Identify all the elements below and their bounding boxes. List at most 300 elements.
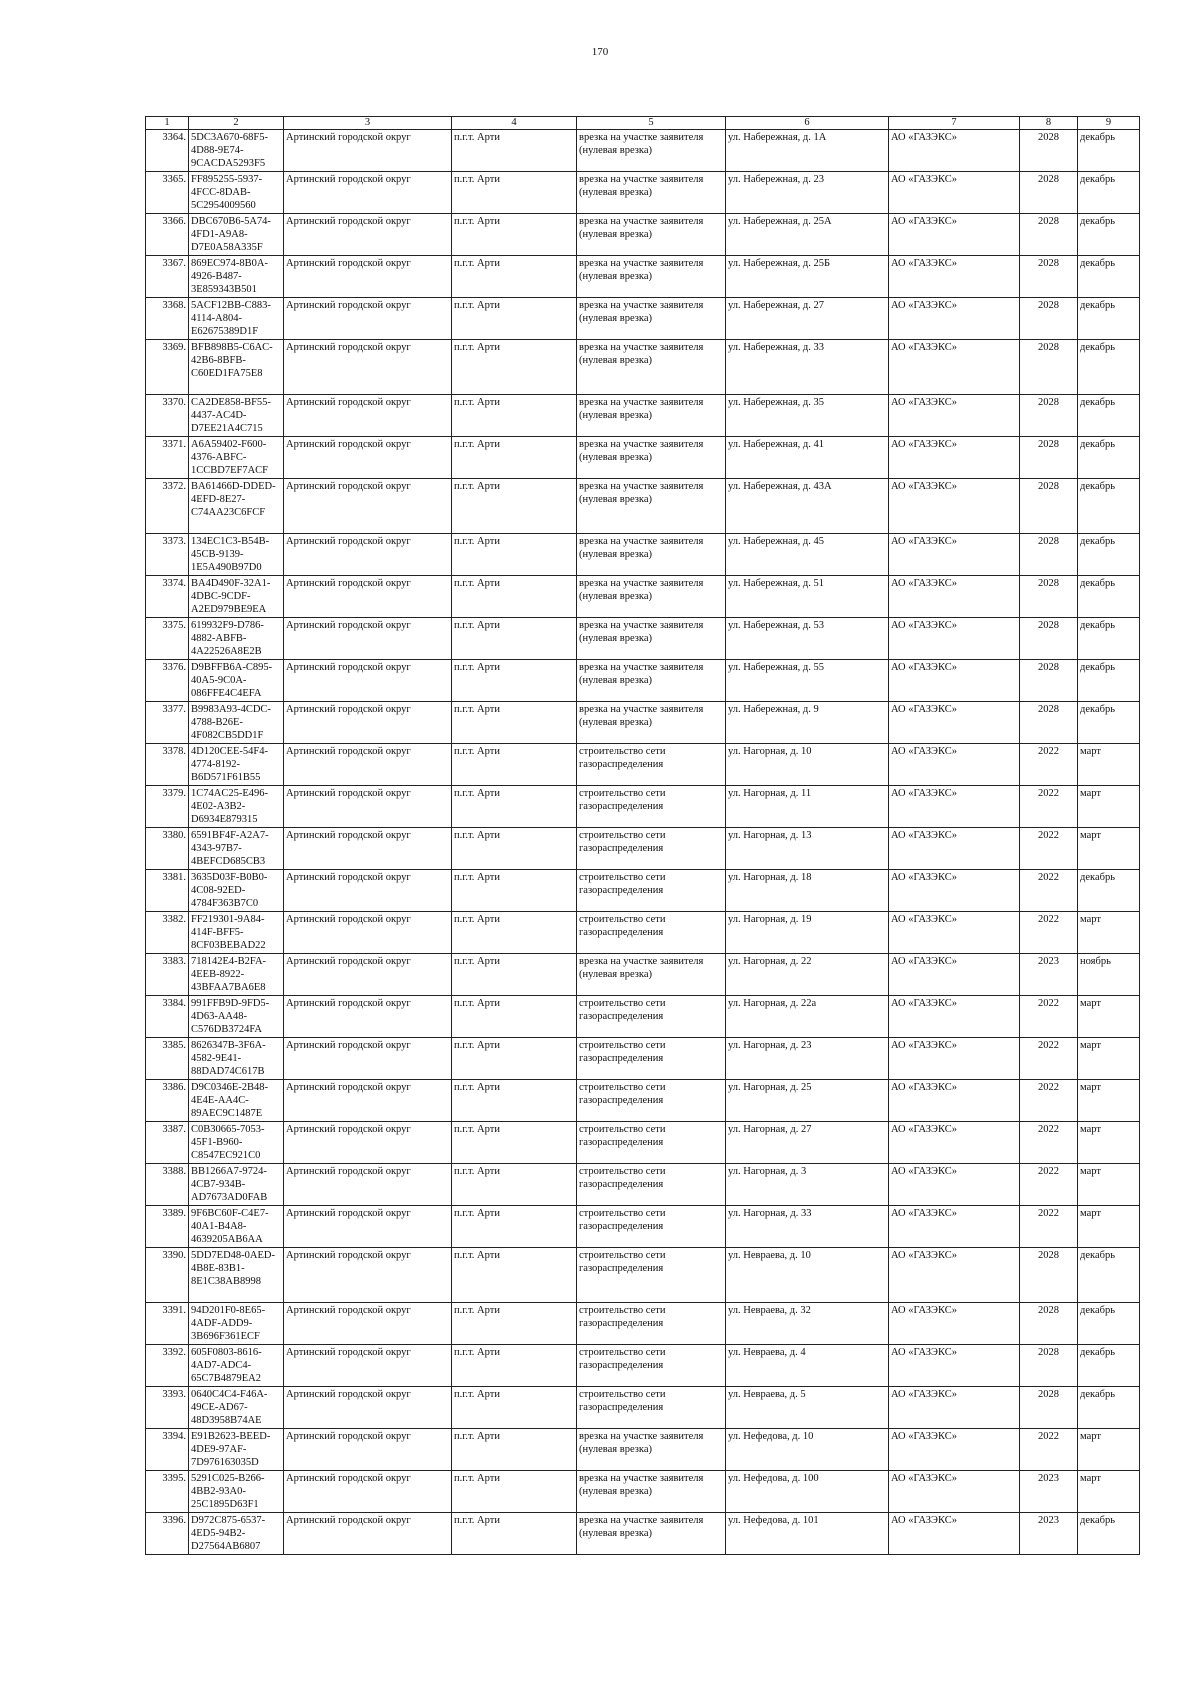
- cell-month: декабрь: [1078, 1345, 1140, 1387]
- cell-month: ноябрь: [1078, 954, 1140, 996]
- cell-municipality: Артинский городской округ: [284, 954, 452, 996]
- cell-object-id: BA61466D-DDED-4EFD-8E27-C74AA23C6FCF: [189, 479, 284, 534]
- cell-object-id: 605F0803-8616-4AD7-ADC4-65C7B4879EA2: [189, 1345, 284, 1387]
- cell-object-id: B9983A93-4CDC-4788-B26E-4F082CB5DD1F: [189, 702, 284, 744]
- cell-address: ул. Нагорная, д. 18: [726, 870, 889, 912]
- column-header: 3: [284, 117, 452, 130]
- cell-work-type: врезка на участке заявителя (нулевая врезка): [577, 395, 726, 437]
- cell-month: март: [1078, 744, 1140, 786]
- cell-work-type: врезка на участке заявителя (нулевая врезка): [577, 1513, 726, 1555]
- cell-object-id: 718142E4-B2FA-4EEB-8922-43BFAA7BA6E8: [189, 954, 284, 996]
- cell-organization: АО «ГАЗЭКС»: [889, 130, 1020, 172]
- cell-work-type: строительство сети газораспределения: [577, 1303, 726, 1345]
- cell-row-number: 3381.: [146, 870, 189, 912]
- table-row: [146, 954, 1140, 996]
- cell-work-type: врезка на участке заявителя (нулевая врезка): [577, 1429, 726, 1471]
- cell-year: 2028: [1020, 1387, 1078, 1429]
- cell-organization: АО «ГАЗЭКС»: [889, 1471, 1020, 1513]
- cell-object-id: CA2DE858-BF55-4437-AC4D-D7EE21A4C715: [189, 395, 284, 437]
- cell-row-number: 3371.: [146, 437, 189, 479]
- cell-settlement: п.г.т. Арти: [452, 1513, 577, 1555]
- cell-settlement: п.г.т. Арти: [452, 912, 577, 954]
- cell-organization: АО «ГАЗЭКС»: [889, 1429, 1020, 1471]
- table-row: [146, 214, 1140, 256]
- cell-row-number: 3394.: [146, 1429, 189, 1471]
- cell-object-id: 94D201F0-8E65-4ADF-ADD9-3B696F361ECF: [189, 1303, 284, 1345]
- cell-organization: АО «ГАЗЭКС»: [889, 870, 1020, 912]
- cell-settlement: п.г.т. Арти: [452, 256, 577, 298]
- cell-month: декабрь: [1078, 340, 1140, 395]
- cell-year: 2028: [1020, 1303, 1078, 1345]
- cell-object-id: E91B2623-BEED-4DE9-97AF-7D976163035D: [189, 1429, 284, 1471]
- cell-row-number: 3373.: [146, 534, 189, 576]
- cell-settlement: п.г.т. Арти: [452, 618, 577, 660]
- cell-settlement: п.г.т. Арти: [452, 1387, 577, 1429]
- cell-work-type: врезка на участке заявителя (нулевая врезка): [577, 534, 726, 576]
- cell-organization: АО «ГАЗЭКС»: [889, 1206, 1020, 1248]
- cell-municipality: Артинский городской округ: [284, 870, 452, 912]
- cell-work-type: строительство сети газораспределения: [577, 1080, 726, 1122]
- cell-organization: АО «ГАЗЭКС»: [889, 437, 1020, 479]
- cell-row-number: 3390.: [146, 1248, 189, 1303]
- cell-municipality: Артинский городской округ: [284, 1429, 452, 1471]
- table-row: [146, 912, 1140, 954]
- cell-year: 2022: [1020, 1080, 1078, 1122]
- cell-address: ул. Набережная, д. 25А: [726, 214, 889, 256]
- cell-year: 2028: [1020, 214, 1078, 256]
- cell-organization: АО «ГАЗЭКС»: [889, 1387, 1020, 1429]
- cell-organization: АО «ГАЗЭКС»: [889, 534, 1020, 576]
- cell-settlement: п.г.т. Арти: [452, 744, 577, 786]
- cell-work-type: врезка на участке заявителя (нулевая врезка): [577, 954, 726, 996]
- cell-municipality: Артинский городской округ: [284, 1303, 452, 1345]
- cell-settlement: п.г.т. Арти: [452, 576, 577, 618]
- cell-year: 2028: [1020, 1248, 1078, 1303]
- cell-settlement: п.г.т. Арти: [452, 1303, 577, 1345]
- cell-address: ул. Нагорная, д. 19: [726, 912, 889, 954]
- cell-municipality: Артинский городской округ: [284, 1248, 452, 1303]
- cell-municipality: Артинский городской округ: [284, 786, 452, 828]
- cell-work-type: строительство сети газораспределения: [577, 1122, 726, 1164]
- cell-object-id: C0B30665-7053-45F1-B960-C8547EC921C0: [189, 1122, 284, 1164]
- cell-address: ул. Нагорная, д. 11: [726, 786, 889, 828]
- cell-year: 2023: [1020, 1513, 1078, 1555]
- cell-organization: АО «ГАЗЭКС»: [889, 256, 1020, 298]
- cell-year: 2022: [1020, 996, 1078, 1038]
- cell-organization: АО «ГАЗЭКС»: [889, 1248, 1020, 1303]
- cell-organization: АО «ГАЗЭКС»: [889, 214, 1020, 256]
- cell-month: декабрь: [1078, 1248, 1140, 1303]
- cell-year: 2022: [1020, 1122, 1078, 1164]
- cell-settlement: п.г.т. Арти: [452, 340, 577, 395]
- cell-row-number: 3376.: [146, 660, 189, 702]
- cell-municipality: Артинский городской округ: [284, 1164, 452, 1206]
- cell-object-id: BFB898B5-C6AC-42B6-8BFB-C60ED1FA75E8: [189, 340, 284, 395]
- cell-address: ул. Набережная, д. 53: [726, 618, 889, 660]
- cell-organization: АО «ГАЗЭКС»: [889, 996, 1020, 1038]
- cell-municipality: Артинский городской округ: [284, 256, 452, 298]
- cell-row-number: 3375.: [146, 618, 189, 660]
- cell-municipality: Артинский городской округ: [284, 130, 452, 172]
- cell-year: 2022: [1020, 870, 1078, 912]
- cell-row-number: 3364.: [146, 130, 189, 172]
- cell-month: декабрь: [1078, 1387, 1140, 1429]
- cell-month: март: [1078, 1038, 1140, 1080]
- cell-object-id: 5291C025-B266-4BB2-93A0-25C1895D63F1: [189, 1471, 284, 1513]
- cell-year: 2028: [1020, 437, 1078, 479]
- cell-row-number: 3396.: [146, 1513, 189, 1555]
- table-row: [146, 1122, 1140, 1164]
- cell-municipality: Артинский городской округ: [284, 744, 452, 786]
- table-row: [146, 1345, 1140, 1387]
- cell-row-number: 3367.: [146, 256, 189, 298]
- cell-settlement: п.г.т. Арти: [452, 479, 577, 534]
- cell-object-id: 619932F9-D786-4882-ABFB-4A22526A8E2B: [189, 618, 284, 660]
- cell-settlement: п.г.т. Арти: [452, 437, 577, 479]
- cell-settlement: п.г.т. Арти: [452, 702, 577, 744]
- table-row: [146, 340, 1140, 395]
- cell-month: декабрь: [1078, 298, 1140, 340]
- cell-municipality: Артинский городской округ: [284, 395, 452, 437]
- cell-month: март: [1078, 1080, 1140, 1122]
- cell-row-number: 3395.: [146, 1471, 189, 1513]
- column-header: 8: [1020, 117, 1078, 130]
- cell-year: 2028: [1020, 395, 1078, 437]
- cell-object-id: FF219301-9A84-414F-BFF5-8CF03BEBAD22: [189, 912, 284, 954]
- cell-settlement: п.г.т. Арти: [452, 1122, 577, 1164]
- cell-municipality: Артинский городской округ: [284, 1122, 452, 1164]
- cell-work-type: строительство сети газораспределения: [577, 1164, 726, 1206]
- cell-month: март: [1078, 996, 1140, 1038]
- cell-month: декабрь: [1078, 618, 1140, 660]
- cell-organization: АО «ГАЗЭКС»: [889, 702, 1020, 744]
- cell-month: декабрь: [1078, 256, 1140, 298]
- cell-work-type: строительство сети газораспределения: [577, 996, 726, 1038]
- cell-row-number: 3368.: [146, 298, 189, 340]
- cell-row-number: 3389.: [146, 1206, 189, 1248]
- cell-work-type: врезка на участке заявителя (нулевая врезка): [577, 437, 726, 479]
- table-row: [146, 870, 1140, 912]
- cell-year: 2023: [1020, 1471, 1078, 1513]
- cell-settlement: п.г.т. Арти: [452, 828, 577, 870]
- table-row: [146, 1164, 1140, 1206]
- cell-work-type: строительство сети газораспределения: [577, 786, 726, 828]
- cell-work-type: строительство сети газораспределения: [577, 1387, 726, 1429]
- cell-object-id: D972C875-6537-4ED5-94B2-D27564AB6807: [189, 1513, 284, 1555]
- cell-month: декабрь: [1078, 395, 1140, 437]
- cell-address: ул. Набережная, д. 27: [726, 298, 889, 340]
- cell-year: 2022: [1020, 744, 1078, 786]
- table-row: [146, 1038, 1140, 1080]
- table-row: [146, 1206, 1140, 1248]
- cell-month: март: [1078, 828, 1140, 870]
- cell-municipality: Артинский городской округ: [284, 172, 452, 214]
- registry-table: [145, 116, 1140, 1555]
- cell-year: 2022: [1020, 1164, 1078, 1206]
- cell-year: 2028: [1020, 534, 1078, 576]
- cell-work-type: врезка на участке заявителя (нулевая врезка): [577, 130, 726, 172]
- cell-municipality: Артинский городской округ: [284, 1080, 452, 1122]
- cell-object-id: D9BFFB6A-C895-40A5-9C0A-086FFE4C4EFA: [189, 660, 284, 702]
- cell-address: ул. Набережная, д. 41: [726, 437, 889, 479]
- cell-object-id: A6A59402-F600-4376-ABFC-1CCBD7EF7ACF: [189, 437, 284, 479]
- cell-organization: АО «ГАЗЭКС»: [889, 660, 1020, 702]
- cell-work-type: строительство сети газораспределения: [577, 1248, 726, 1303]
- cell-work-type: врезка на участке заявителя (нулевая врезка): [577, 172, 726, 214]
- cell-municipality: Артинский городской округ: [284, 534, 452, 576]
- cell-work-type: врезка на участке заявителя (нулевая врезка): [577, 479, 726, 534]
- cell-work-type: строительство сети газораспределения: [577, 828, 726, 870]
- cell-year: 2028: [1020, 479, 1078, 534]
- cell-year: 2028: [1020, 130, 1078, 172]
- cell-municipality: Артинский городской округ: [284, 340, 452, 395]
- cell-address: ул. Нагорная, д. 3: [726, 1164, 889, 1206]
- cell-municipality: Артинский городской округ: [284, 576, 452, 618]
- cell-year: 2022: [1020, 1429, 1078, 1471]
- cell-year: 2028: [1020, 256, 1078, 298]
- cell-row-number: 3365.: [146, 172, 189, 214]
- cell-organization: АО «ГАЗЭКС»: [889, 744, 1020, 786]
- table-row: [146, 828, 1140, 870]
- cell-address: ул. Нагорная, д. 13: [726, 828, 889, 870]
- cell-month: декабрь: [1078, 130, 1140, 172]
- cell-municipality: Артинский городской округ: [284, 618, 452, 660]
- cell-organization: АО «ГАЗЭКС»: [889, 828, 1020, 870]
- table-row: [146, 660, 1140, 702]
- cell-object-id: D9C0346E-2B48-4E4E-AA4C-89AEC9C1487E: [189, 1080, 284, 1122]
- cell-organization: АО «ГАЗЭКС»: [889, 1345, 1020, 1387]
- column-header: 5: [577, 117, 726, 130]
- cell-organization: АО «ГАЗЭКС»: [889, 1122, 1020, 1164]
- cell-settlement: п.г.т. Арти: [452, 1164, 577, 1206]
- cell-settlement: п.г.т. Арти: [452, 534, 577, 576]
- cell-work-type: врезка на участке заявителя (нулевая врезка): [577, 214, 726, 256]
- cell-address: ул. Набережная, д. 51: [726, 576, 889, 618]
- cell-year: 2022: [1020, 1206, 1078, 1248]
- cell-row-number: 3387.: [146, 1122, 189, 1164]
- cell-row-number: 3384.: [146, 996, 189, 1038]
- cell-object-id: 4D120CEE-54F4-4774-8192-B6D571F61B55: [189, 744, 284, 786]
- table-row: [146, 786, 1140, 828]
- cell-settlement: п.г.т. Арти: [452, 1080, 577, 1122]
- cell-municipality: Артинский городской округ: [284, 437, 452, 479]
- cell-settlement: п.г.т. Арти: [452, 1206, 577, 1248]
- table-row: [146, 996, 1140, 1038]
- cell-row-number: 3370.: [146, 395, 189, 437]
- cell-work-type: врезка на участке заявителя (нулевая врезка): [577, 340, 726, 395]
- cell-municipality: Артинский городской округ: [284, 702, 452, 744]
- cell-work-type: строительство сети газораспределения: [577, 1206, 726, 1248]
- cell-object-id: FF895255-5937-4FCC-8DAB-5C2954009560: [189, 172, 284, 214]
- table-row: [146, 534, 1140, 576]
- cell-month: декабрь: [1078, 576, 1140, 618]
- cell-address: ул. Нефедова, д. 10: [726, 1429, 889, 1471]
- cell-year: 2028: [1020, 618, 1078, 660]
- cell-address: ул. Набережная, д. 9: [726, 702, 889, 744]
- column-header: 4: [452, 117, 577, 130]
- cell-settlement: п.г.т. Арти: [452, 660, 577, 702]
- cell-settlement: п.г.т. Арти: [452, 996, 577, 1038]
- cell-settlement: п.г.т. Арти: [452, 1345, 577, 1387]
- cell-month: декабрь: [1078, 1303, 1140, 1345]
- cell-row-number: 3378.: [146, 744, 189, 786]
- header-row: [146, 117, 1140, 130]
- cell-municipality: Артинский городской округ: [284, 298, 452, 340]
- cell-municipality: Артинский городской округ: [284, 1206, 452, 1248]
- cell-address: ул. Нагорная, д. 33: [726, 1206, 889, 1248]
- cell-organization: АО «ГАЗЭКС»: [889, 1513, 1020, 1555]
- cell-address: ул. Нагорная, д. 22: [726, 954, 889, 996]
- cell-year: 2022: [1020, 786, 1078, 828]
- cell-work-type: врезка на участке заявителя (нулевая врезка): [577, 702, 726, 744]
- cell-year: 2022: [1020, 912, 1078, 954]
- cell-row-number: 3392.: [146, 1345, 189, 1387]
- cell-settlement: п.г.т. Арти: [452, 1038, 577, 1080]
- table-row: [146, 1471, 1140, 1513]
- cell-municipality: Артинский городской округ: [284, 828, 452, 870]
- cell-row-number: 3385.: [146, 1038, 189, 1080]
- cell-year: 2022: [1020, 828, 1078, 870]
- cell-row-number: 3374.: [146, 576, 189, 618]
- table-row: [146, 576, 1140, 618]
- cell-municipality: Артинский городской округ: [284, 1387, 452, 1429]
- cell-settlement: п.г.т. Арти: [452, 172, 577, 214]
- cell-object-id: 0640C4C4-F46A-49CE-AD67-48D3958B74AE: [189, 1387, 284, 1429]
- table-row: [146, 437, 1140, 479]
- cell-municipality: Артинский городской округ: [284, 912, 452, 954]
- cell-row-number: 3391.: [146, 1303, 189, 1345]
- cell-work-type: врезка на участке заявителя (нулевая врезка): [577, 1471, 726, 1513]
- cell-settlement: п.г.т. Арти: [452, 954, 577, 996]
- cell-row-number: 3372.: [146, 479, 189, 534]
- cell-object-id: 991FFB9D-9FD5-4D63-AA48-C576DB3724FA: [189, 996, 284, 1038]
- cell-row-number: 3377.: [146, 702, 189, 744]
- cell-year: 2028: [1020, 340, 1078, 395]
- cell-work-type: врезка на участке заявителя (нулевая врезка): [577, 660, 726, 702]
- table-row: [146, 172, 1140, 214]
- cell-work-type: строительство сети газораспределения: [577, 870, 726, 912]
- cell-month: март: [1078, 1122, 1140, 1164]
- table-row: [146, 1387, 1140, 1429]
- table-body: [146, 130, 1140, 1555]
- cell-organization: АО «ГАЗЭКС»: [889, 786, 1020, 828]
- cell-organization: АО «ГАЗЭКС»: [889, 1303, 1020, 1345]
- table-row: [146, 130, 1140, 172]
- table-row: [146, 479, 1140, 534]
- cell-object-id: 6591BF4F-A2A7-4343-97B7-4BEFCD685CB3: [189, 828, 284, 870]
- cell-settlement: п.г.т. Арти: [452, 870, 577, 912]
- cell-settlement: п.г.т. Арти: [452, 786, 577, 828]
- cell-month: март: [1078, 786, 1140, 828]
- column-header: 6: [726, 117, 889, 130]
- cell-municipality: Артинский городской округ: [284, 479, 452, 534]
- cell-row-number: 3383.: [146, 954, 189, 996]
- cell-address: ул. Нефедова, д. 100: [726, 1471, 889, 1513]
- column-header: 1: [146, 117, 189, 130]
- cell-year: 2028: [1020, 576, 1078, 618]
- table-row: [146, 1248, 1140, 1303]
- cell-year: 2028: [1020, 298, 1078, 340]
- cell-object-id: 134EC1C3-B54B-45CB-9139-1E5A490B97D0: [189, 534, 284, 576]
- cell-work-type: строительство сети газораспределения: [577, 912, 726, 954]
- table-row: [146, 1303, 1140, 1345]
- cell-address: ул. Невраева, д. 4: [726, 1345, 889, 1387]
- cell-row-number: 3388.: [146, 1164, 189, 1206]
- table-row: [146, 618, 1140, 660]
- cell-work-type: врезка на участке заявителя (нулевая врезка): [577, 576, 726, 618]
- cell-object-id: 3635D03F-B0B0-4C08-92ED-4784F363B7C0: [189, 870, 284, 912]
- table-row: [146, 298, 1140, 340]
- cell-month: март: [1078, 912, 1140, 954]
- cell-settlement: п.г.т. Арти: [452, 1429, 577, 1471]
- cell-object-id: DBC670B6-5A74-4FD1-A9A8-D7E0A58A335F: [189, 214, 284, 256]
- table-row: [146, 395, 1140, 437]
- cell-month: март: [1078, 1206, 1140, 1248]
- cell-year: 2028: [1020, 172, 1078, 214]
- cell-object-id: 5DD7ED48-0AED-4B8E-83B1-8E1C38AB8998: [189, 1248, 284, 1303]
- table-row: [146, 1429, 1140, 1471]
- table-row: [146, 744, 1140, 786]
- cell-address: ул. Набережная, д. 35: [726, 395, 889, 437]
- cell-month: декабрь: [1078, 1513, 1140, 1555]
- cell-row-number: 3369.: [146, 340, 189, 395]
- cell-address: ул. Невраева, д. 32: [726, 1303, 889, 1345]
- cell-row-number: 3393.: [146, 1387, 189, 1429]
- cell-settlement: п.г.т. Арти: [452, 1471, 577, 1513]
- cell-month: декабрь: [1078, 172, 1140, 214]
- cell-work-type: врезка на участке заявителя (нулевая врезка): [577, 298, 726, 340]
- cell-object-id: 5DC3A670-68F5-4D88-9E74-9CACDA5293F5: [189, 130, 284, 172]
- table-row: [146, 702, 1140, 744]
- cell-month: декабрь: [1078, 479, 1140, 534]
- table-row: [146, 1080, 1140, 1122]
- cell-municipality: Артинский городской округ: [284, 660, 452, 702]
- cell-month: март: [1078, 1164, 1140, 1206]
- cell-work-type: строительство сети газораспределения: [577, 1038, 726, 1080]
- cell-address: ул. Набережная, д. 45: [726, 534, 889, 576]
- cell-address: ул. Нагорная, д. 10: [726, 744, 889, 786]
- cell-year: 2028: [1020, 1345, 1078, 1387]
- cell-settlement: п.г.т. Арти: [452, 214, 577, 256]
- cell-organization: АО «ГАЗЭКС»: [889, 1080, 1020, 1122]
- cell-organization: АО «ГАЗЭКС»: [889, 1164, 1020, 1206]
- cell-address: ул. Набережная, д. 43А: [726, 479, 889, 534]
- cell-year: 2028: [1020, 660, 1078, 702]
- cell-organization: АО «ГАЗЭКС»: [889, 172, 1020, 214]
- cell-month: декабрь: [1078, 870, 1140, 912]
- cell-month: декабрь: [1078, 534, 1140, 576]
- cell-organization: АО «ГАЗЭКС»: [889, 1038, 1020, 1080]
- cell-address: ул. Нагорная, д. 25: [726, 1080, 889, 1122]
- cell-work-type: врезка на участке заявителя (нулевая врезка): [577, 256, 726, 298]
- cell-year: 2022: [1020, 1038, 1078, 1080]
- cell-organization: АО «ГАЗЭКС»: [889, 576, 1020, 618]
- cell-object-id: 869EC974-8B0A-4926-B487-3E859343B501: [189, 256, 284, 298]
- cell-address: ул. Нагорная, д. 22а: [726, 996, 889, 1038]
- cell-month: декабрь: [1078, 214, 1140, 256]
- table-row: [146, 1513, 1140, 1555]
- cell-address: ул. Набережная, д. 33: [726, 340, 889, 395]
- cell-address: ул. Нагорная, д. 27: [726, 1122, 889, 1164]
- cell-row-number: 3379.: [146, 786, 189, 828]
- page-number: 170: [591, 46, 609, 58]
- cell-address: ул. Набережная, д. 55: [726, 660, 889, 702]
- cell-month: март: [1078, 1429, 1140, 1471]
- cell-organization: АО «ГАЗЭКС»: [889, 618, 1020, 660]
- cell-object-id: BB1266A7-9724-4CB7-934B-AD7673AD0FAB: [189, 1164, 284, 1206]
- cell-organization: АО «ГАЗЭКС»: [889, 954, 1020, 996]
- column-header: 7: [889, 117, 1020, 130]
